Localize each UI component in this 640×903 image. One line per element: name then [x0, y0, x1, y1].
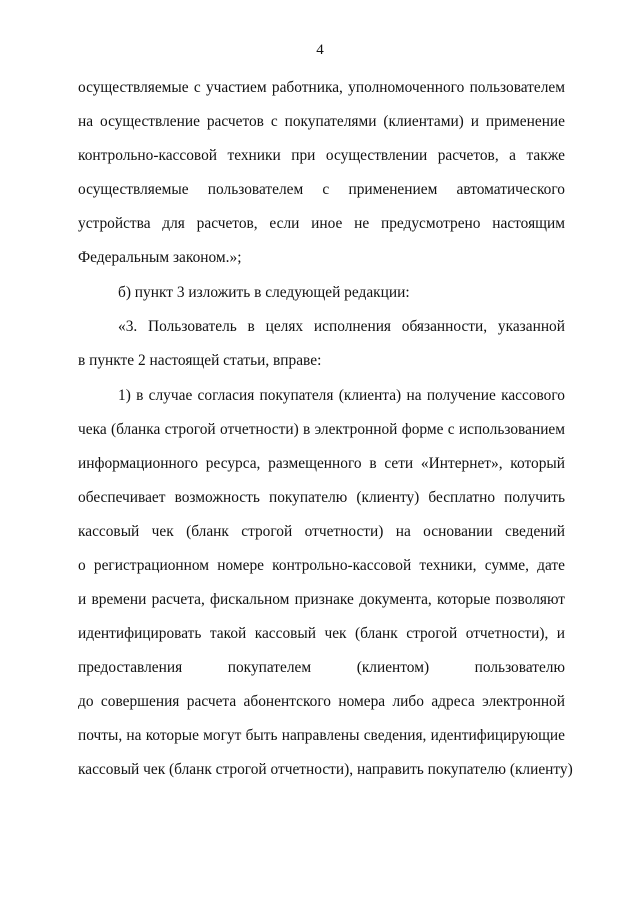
- text-line: и времени расчета, фискальном признаке документа, которые позволяют: [78, 591, 565, 608]
- text-line: устройства для расчетов, если иное не предусмотрено настоящим: [78, 215, 565, 232]
- text-line: о регистрационном номере контрольно-кассовой техники, сумме, дате: [78, 557, 565, 574]
- text-line: осуществляемые с участием работника, уполномоченного пользователем: [78, 79, 565, 96]
- text-line: обеспечивает возможность покупателю (клиенту) бесплатно получить: [78, 489, 565, 506]
- text-line: чека (бланка строгой отчетности) в электронной форме с использованием: [78, 421, 565, 438]
- text-line: 1) в случае согласия покупателя (клиента) на получение кассового: [118, 387, 565, 404]
- text-line: на осуществление расчетов с покупателями (клиентами) и применение: [78, 113, 565, 130]
- text-line: идентифицировать такой кассовый чек (бланк строгой отчетности), и: [78, 625, 565, 642]
- paragraph-b: б) пункт 3 изложить в следующей редакции:: [118, 284, 410, 301]
- text-line: кассовый чек (бланк строгой отчетности), направить покупателю (клиенту): [78, 761, 573, 778]
- page-number: 4: [316, 42, 324, 58]
- text-line: контрольно-кассовой техники при осуществлении расчетов, а также: [78, 147, 565, 164]
- text-line: до совершения расчета абонентского номера либо адреса электронной: [78, 693, 565, 710]
- text-line: предоставления покупателем (клиентом) пользователю: [78, 659, 565, 676]
- text-line: в пункте 2 настоящей статьи, вправе:: [78, 352, 322, 369]
- text-line: информационного ресурса, размещенного в сети «Интернет», который: [78, 455, 565, 472]
- text-line: почты, на которые могут быть направлены сведения, идентифицирующие: [78, 727, 565, 744]
- text-line: Федеральным законом.»;: [78, 249, 242, 266]
- text-line: осуществляемые пользователем с применением автоматического: [78, 181, 565, 198]
- text-line: кассовый чек (бланк строгой отчетности) на основании сведений: [78, 523, 565, 540]
- text-line: «3. Пользователь в целях исполнения обязанности, указанной: [118, 318, 565, 335]
